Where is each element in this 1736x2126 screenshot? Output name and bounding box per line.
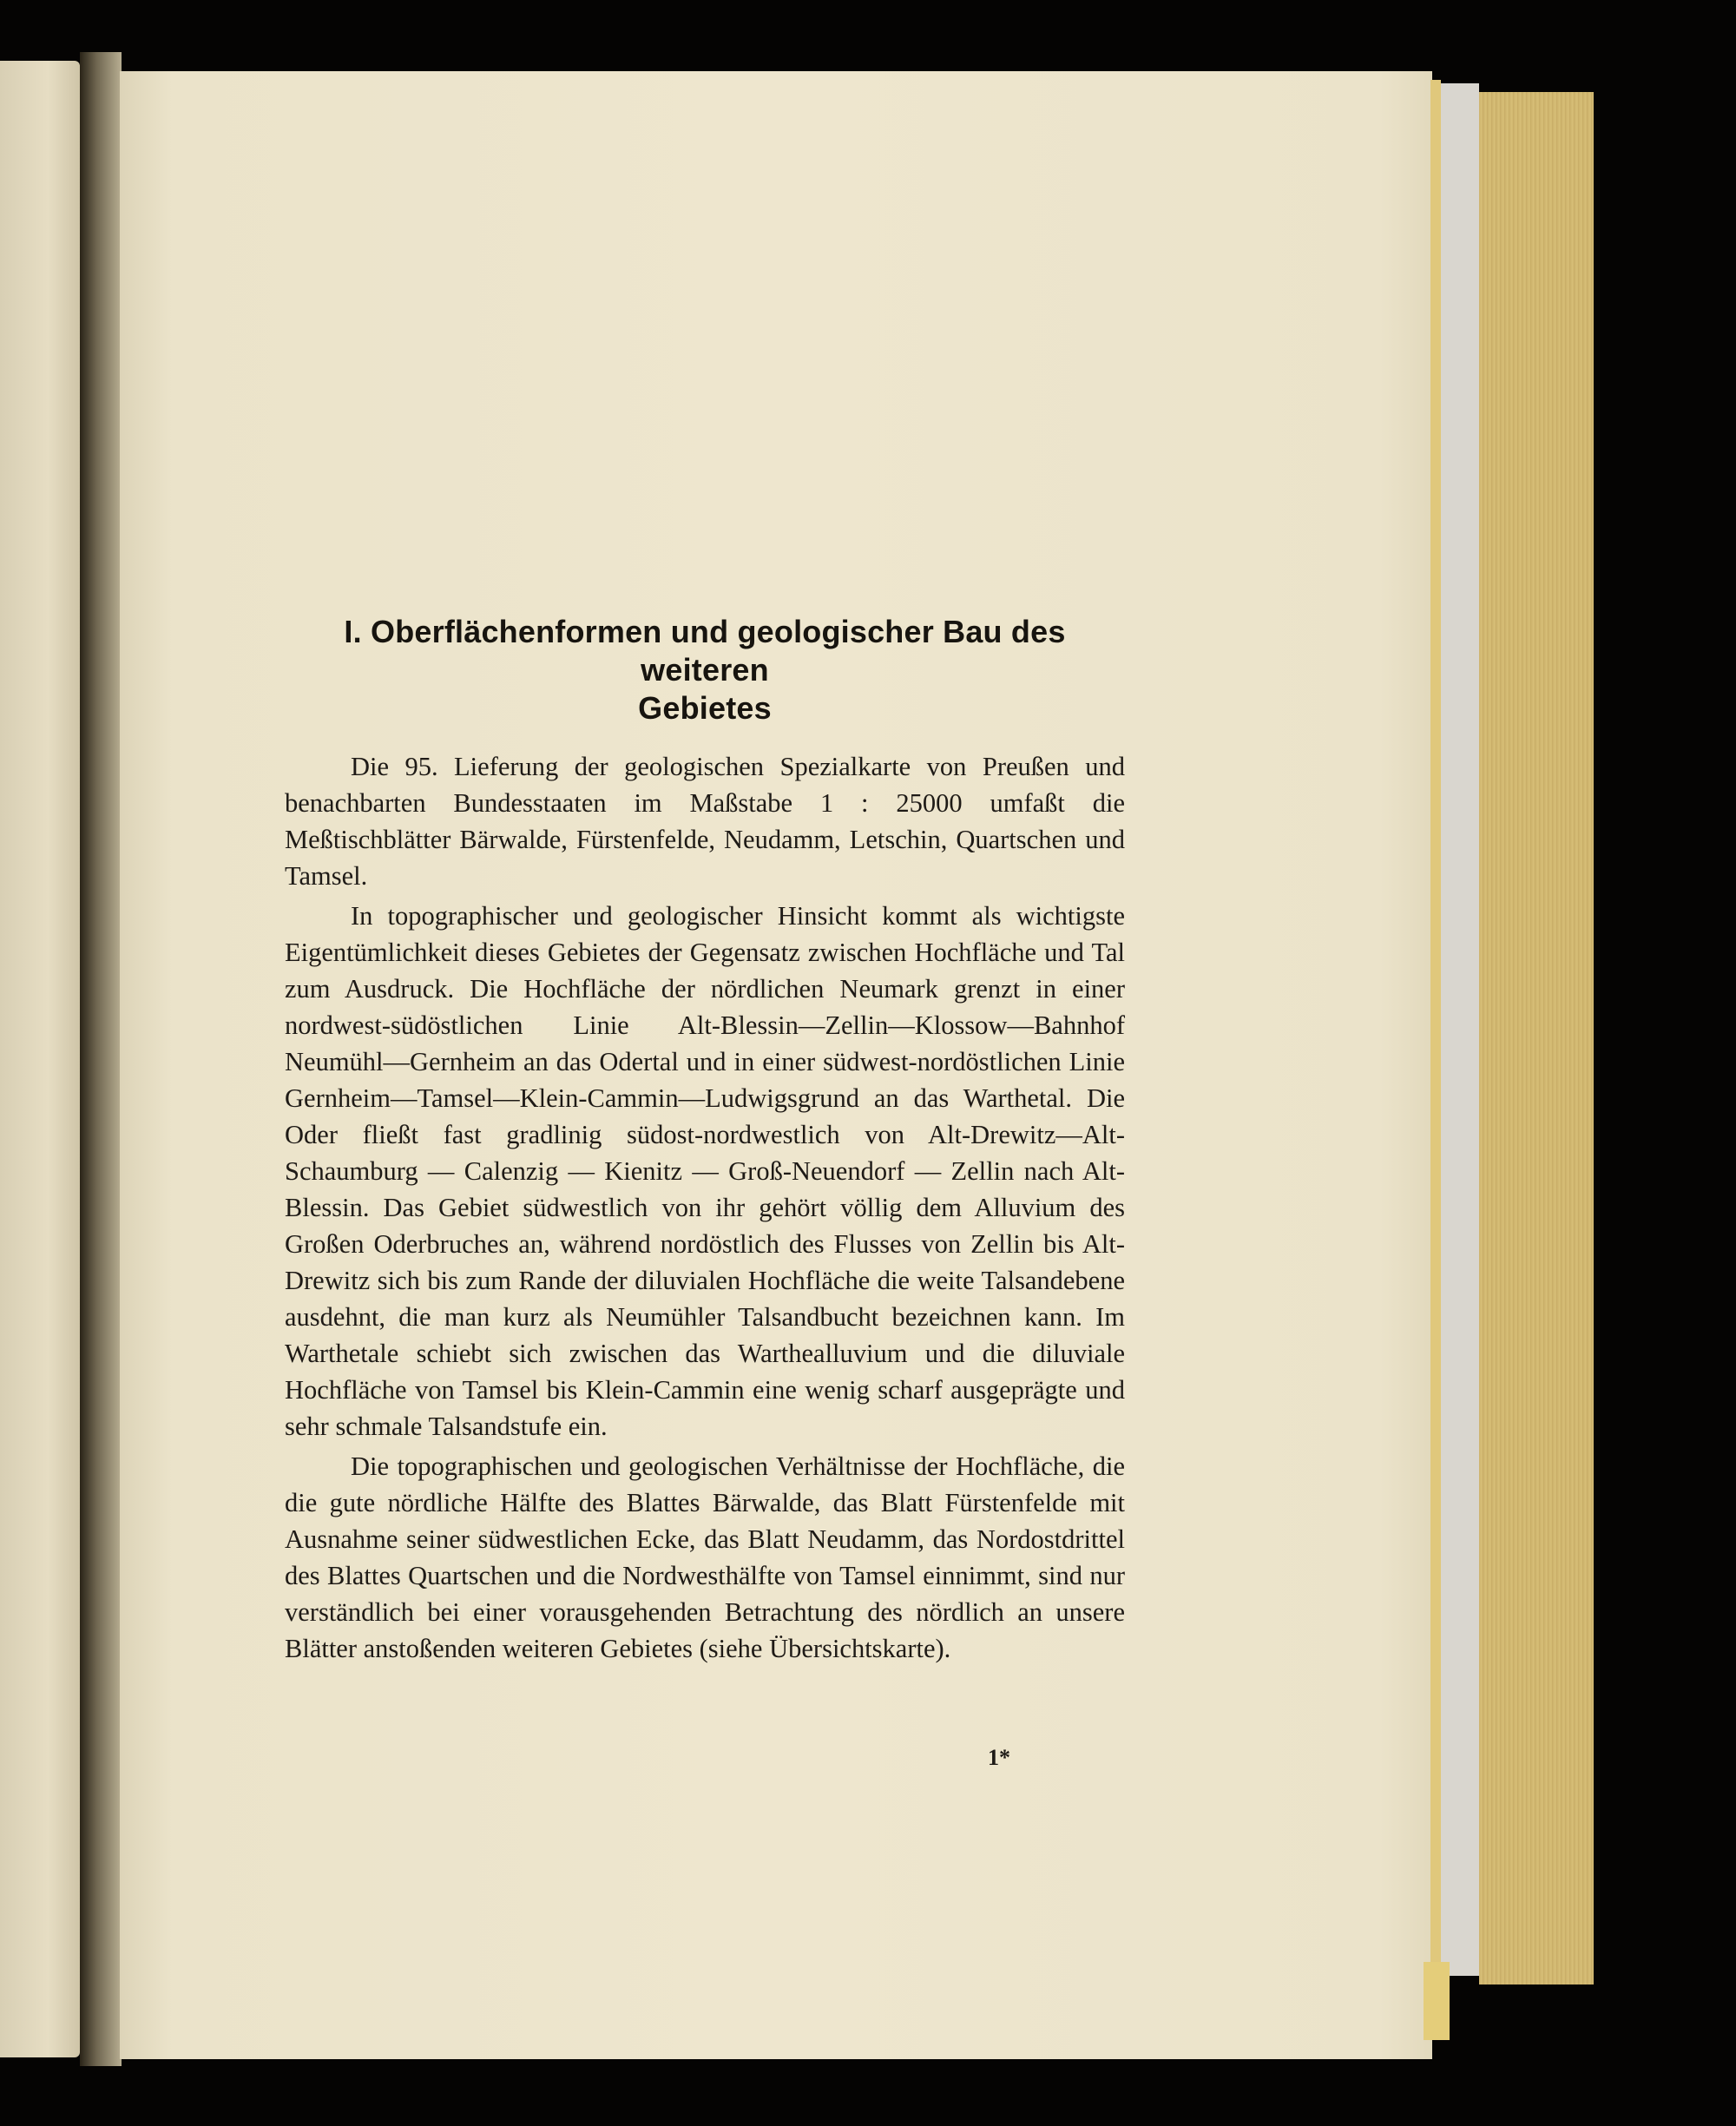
page-edge bbox=[1430, 80, 1441, 2003]
book-gutter bbox=[80, 52, 122, 2066]
page-text bbox=[285, 613, 1125, 1670]
page-corner bbox=[1424, 1962, 1450, 2040]
paragraph-3: Die topographischen und geologischen Verhältnisse der Hochfläche, die die gute nördliche Hälfte des Blattes Bärwalde, das Blatt Fürstenfelde mit Ausnahme seiner südwestlichen Ecke, das Blatt Neudamm, das Nordostdrittel des Blattes Quartschen und die Nordwesthälfte von Tamsel einnimmt, sind nur verständlich bei einer vorausgehenden Betrachtung des nördlich an unsere Blätter anstoßenden weiteren Gebietes (siehe Übersichtskarte). bbox=[285, 1451, 1125, 1663]
book-block-edge bbox=[1479, 92, 1594, 1984]
section-heading-line-2: Gebietes bbox=[638, 690, 772, 726]
paragraph-1: Die 95. Lieferung der geologischen Spezialkarte von Preußen und benachbarten Bundesstaaten im Maßstabe 1 : 25000 umfaßt die Meßtischblätter Bärwalde, Fürstenfelde, Neudamm, Letschin, Quartschen und Tamsel. bbox=[285, 752, 1125, 891]
section-heading bbox=[285, 613, 1125, 727]
page-stack-edge bbox=[1441, 83, 1479, 1976]
section-heading-line-1: I. Oberflächenformen und geologischer Bau des weiteren bbox=[344, 614, 1066, 688]
sheet-signature: 1* bbox=[988, 1745, 1010, 1770]
left-facing-page bbox=[0, 61, 80, 2057]
paragraph-2: In topographischer und geologischer Hinsicht kommt als wichtigste Eigentümlichkeit dieses Gebietes der Gegensatz zwischen Hochfläche und Tal zum Ausdruck. Die Hochfläche der nördlichen Neumark grenzt in einer nordwest-südöstlichen Linie Alt-Blessin—Zellin—Klossow—Bahnhof Neumühl—Gernheim an das Odertal und in einer südwest-nordöstlichen Linie Gernheim—Tamsel—Klein-Cammin—Ludwigsgrund an das Warthetal. Die Oder fließt fast gradlinig südost-nordwestlich von Alt-Drewitz—Alt-Schaumburg — Calenzig — Kienitz — Groß-Neuendorf — Zellin nach Alt-Blessin. Das Gebiet südwestlich von ihr gehört völlig dem Alluvium des Großen Oderbruches an, während nordöstlich des Flusses von Zellin bis Alt-Drewitz sich bis zum Rande der diluvialen Hochfläche die weite Talsandebene ausdehnt, die man kurz als Neumühler Talsandbucht bezeichnen kann. Im Warthetale schiebt sich zwischen das Warthealluvium und die diluviale Hochfläche von Tamsel bis Klein-Cammin eine wenig scharf ausgeprägte und sehr schmale Talsandstufe ein. bbox=[285, 901, 1125, 1441]
